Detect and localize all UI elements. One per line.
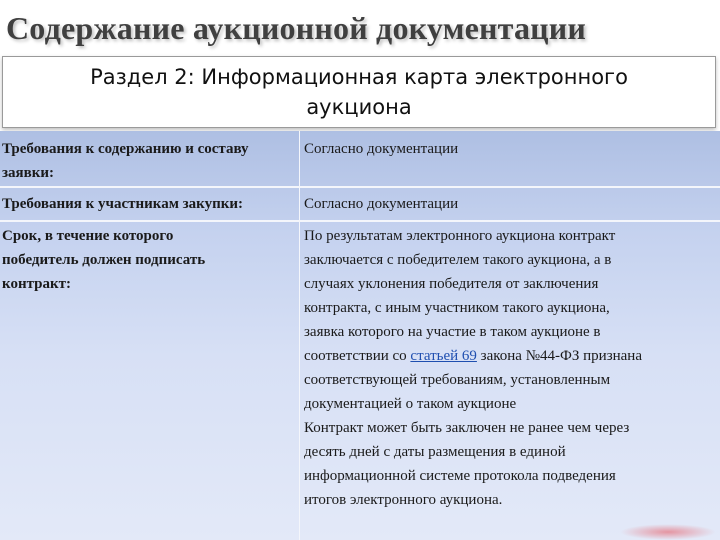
article-69-link[interactable]: статьей 69 bbox=[410, 348, 477, 364]
row-value-line: документацией о таком аукционе bbox=[304, 396, 517, 412]
table-row-contract-signing-term bbox=[0, 221, 720, 540]
slide-title: Содержание аукционной документации bbox=[6, 10, 587, 46]
row-value-line: контракта, с иным участником такого аукциона, bbox=[304, 300, 610, 316]
row-value-line: десять дней с даты размещения в единой bbox=[304, 444, 566, 460]
row-value-line: По результатам электронного аукциона контракт bbox=[304, 228, 616, 244]
row-value-line bbox=[304, 344, 716, 368]
row-value-line: соответствующей требованиям, установленным bbox=[304, 372, 611, 388]
row-value bbox=[304, 224, 716, 512]
row-value-line: итогов электронного аукциона. bbox=[304, 492, 503, 508]
table-row-application-requirements bbox=[0, 137, 720, 187]
row-label-line: Требования к содержанию и составу bbox=[2, 141, 249, 157]
row-value-line: информационной системе протокола подведения bbox=[304, 468, 616, 484]
row-label bbox=[2, 224, 298, 296]
row-value-text: соответствии со bbox=[304, 348, 411, 364]
row-value-line: заключается с победителем такого аукциона, а в bbox=[304, 252, 612, 268]
row-label-line: Срок, в течение которого bbox=[2, 228, 174, 244]
row-value-line: случаях уклонения победителя от заключения bbox=[304, 276, 599, 292]
section-header-box bbox=[2, 56, 716, 128]
row-value-line: Согласно документации bbox=[304, 196, 459, 212]
info-table bbox=[0, 131, 720, 540]
decorative-accent bbox=[620, 524, 716, 540]
table-row-participant-requirements bbox=[0, 187, 720, 221]
row-label-line: победитель должен подписать bbox=[2, 252, 206, 268]
row-value-line: заявка которого на участие в таком аукционе в bbox=[304, 324, 601, 340]
section-header-text bbox=[59, 62, 659, 122]
row-label bbox=[2, 192, 298, 216]
row-value-line: Контракт может быть заключен не ранее чем через bbox=[304, 420, 630, 436]
row-value bbox=[304, 137, 716, 161]
row-label-line: Требования к участникам закупки: bbox=[2, 196, 244, 212]
row-label-line: заявки: bbox=[2, 165, 55, 181]
row-value bbox=[304, 192, 716, 216]
row-value-line: Согласно документации bbox=[304, 141, 459, 157]
row-label bbox=[2, 137, 298, 185]
section-header-line-2: аукциона bbox=[306, 95, 412, 119]
row-value-text: закона №44-ФЗ признана bbox=[476, 348, 642, 364]
row-label-line: контракт: bbox=[2, 276, 71, 292]
section-header-line-1: Раздел 2: Информационная карта электронного bbox=[90, 65, 628, 89]
